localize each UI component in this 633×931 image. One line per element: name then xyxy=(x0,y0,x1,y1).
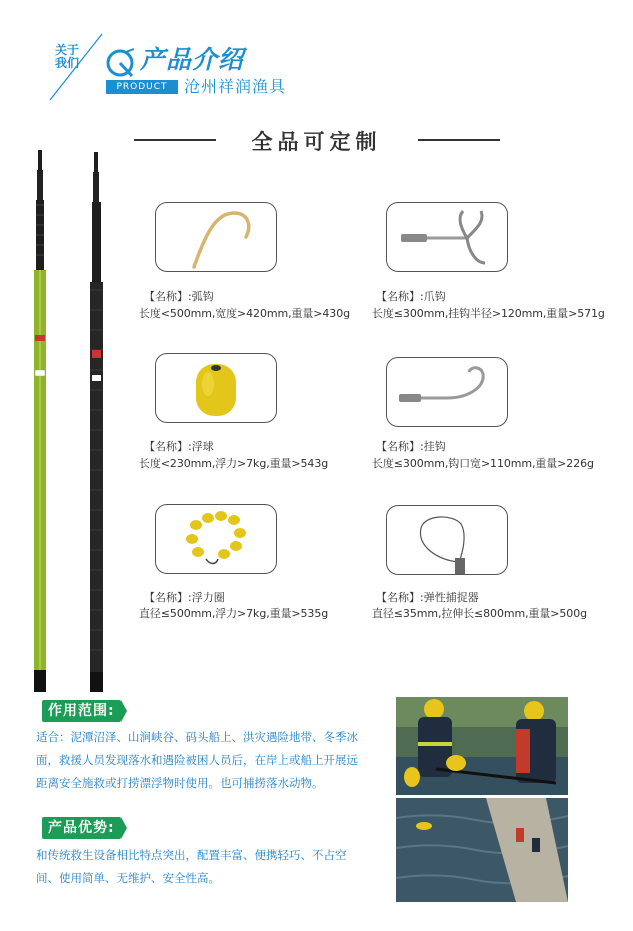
product-card-elastic-catcher[interactable] xyxy=(386,505,508,575)
usage-badge: 作用范围: xyxy=(42,700,121,722)
hang-hook-icon xyxy=(387,358,508,427)
about-us-label[interactable] xyxy=(55,44,79,70)
product-spec: 长度≤300mm,钩口宽>110mm,重量>226g xyxy=(372,457,594,470)
product-card-arc-hook[interactable] xyxy=(155,202,277,272)
arc-hook-icon xyxy=(156,203,277,272)
product-spec: 长度<230mm,浮力>7kg,重量>543g xyxy=(139,457,329,470)
product-name: 【名称】:弹性捕捉器 xyxy=(376,591,479,604)
product-name: 【名称】:弧钩 xyxy=(144,290,214,303)
usage-text: 适合：泥潭沼泽、山涧峡谷、码头船上、洪灾遇险地带、冬季冰面，救援人员发现落水和遇险被困人员后，在岸上或船上开展远距离安全施救或打捞漂浮物时使用。也可捕捞落水动物。 xyxy=(36,730,358,790)
product-name: 【名称】:挂钩 xyxy=(376,440,446,453)
product-name: 【名称】:浮球 xyxy=(144,440,214,453)
telescopic-poles-image xyxy=(30,150,120,695)
product-card-buoyancy-ring[interactable] xyxy=(155,504,277,574)
product-spec: 直径≤35mm,拉伸长≤800mm,重量>500g xyxy=(372,607,587,620)
product-spec: 长度≤300mm,挂钩半径>120mm,重量>571g xyxy=(372,307,605,320)
product-name: 【名称】:浮力圈 xyxy=(144,591,225,604)
rescue-photo-water xyxy=(396,798,568,902)
product-spec: 长度<500mm,宽度>420mm,重量>430g xyxy=(139,307,350,320)
title-rule-right xyxy=(418,139,500,141)
black-pole xyxy=(90,152,103,692)
advantage-badge: 产品优势: xyxy=(42,817,121,839)
product-card-float-ball[interactable] xyxy=(155,353,277,423)
product-card-claw-hook[interactable] xyxy=(386,202,508,272)
brand-logo-icon xyxy=(104,46,138,80)
advantage-text: 和传统救生设备相比特点突出，配置丰富、便携轻巧、不占空间、使用简单、无维护、安全性高。 xyxy=(36,848,347,885)
claw-hook-icon xyxy=(387,203,508,272)
company-name: 沧州祥润渔具 xyxy=(184,77,287,96)
product-spec: 直径≤500mm,浮力>7kg,重量>535g xyxy=(139,607,329,620)
about-line2: 我们 xyxy=(55,56,80,70)
buoyancy-ring-icon xyxy=(156,505,277,574)
rescue-photo-firefighters xyxy=(396,697,568,795)
product-name: 【名称】:爪钩 xyxy=(376,290,446,303)
float-ball-icon xyxy=(156,354,277,423)
page-title: 产品介绍 xyxy=(140,45,245,74)
elastic-catcher-icon xyxy=(387,506,508,575)
product-card-hang-hook[interactable] xyxy=(386,357,508,427)
about-line1: 关于 xyxy=(55,43,80,57)
section-title: 全品可定制 xyxy=(251,130,382,154)
green-pole xyxy=(34,150,46,692)
product-tag: PRODUCT xyxy=(106,80,178,94)
